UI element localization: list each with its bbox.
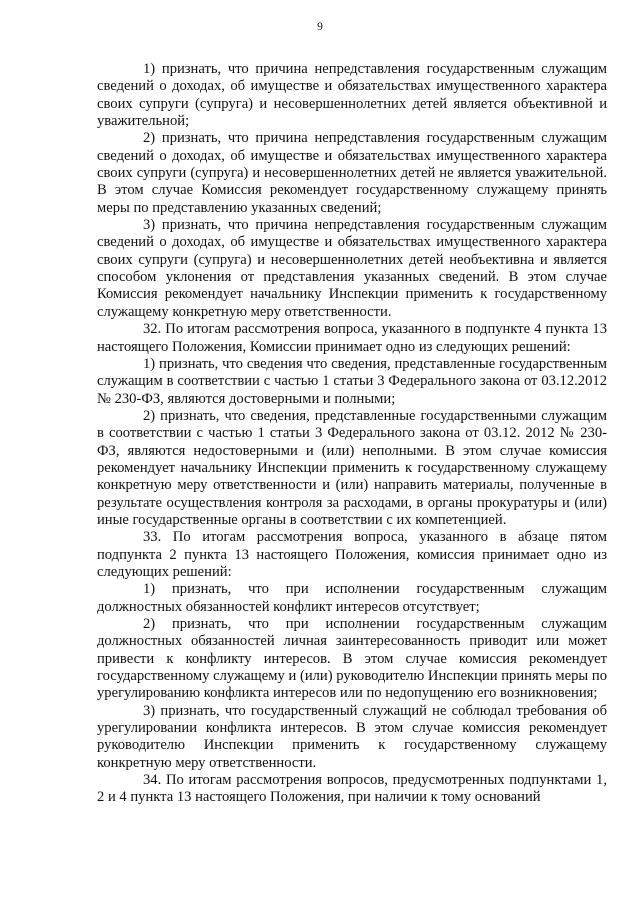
paragraph-33-item-3: 3) признать, что государственный служащий не соблюдал требования об урегулировании конфликта интересов. В этом случае комиссия рекомендует руководителю Инспекции применить к государственному служащему конкретную меру ответственности. [97,702,607,771]
paragraph-32-heading: 32. По итогам рассмотрения вопроса, указанного в подпункте 4 пункта 13 настоящего Положения, Комиссии принимает одно из следующих решений: [97,321,607,355]
paragraph-33-heading: 33. По итогам рассмотрения вопроса, указанного в абзаце пятом подпункта 2 пункта 13 настоящего Положения, комиссия принимает одно из следующих решений: [97,529,607,580]
paragraph-32-item-2: 2) признать, что сведения, представленные государственными служащим в соответствии с частью 1 статьи 3 Федерального закона от 03.12. 2012 № 230-ФЗ, являются недостоверными и (или) неполными. В этом случае комиссия рекомендует начальнику Инспекции применить к государственному служащему конкретную меру ответственности и (или) направить материалы, полученные в результате осуществления контроля за расходами, в органы прокуратуры и (или) иные государственные органы в соответствии с их компетенцией. [97,407,607,528]
paragraph-31-item-3: 3) признать, что причина непредставления государственным служащим сведений о доходах, об имуществе и обязательствах имущественного характера своих супруги (супруга) и несовершеннолетних детей необъективна и является способом уклонения от представления указанных сведений. В этом случае Комиссия рекомендует начальнику Инспекции применить к государственному служащему конкретную меру ответственности. [97,217,607,320]
paragraph-32-item-1: 1) признать, что сведения что сведения, представленные государственным служащим в соответствии с частью 1 статьи 3 Федерального закона от 03.12.2012 № 230-ФЗ, являются достоверными и полными; [97,355,607,407]
paragraph-33-item-1: 1) признать, что при исполнении государственным служащим должностных обязанностей конфликт интересов отсутствует; [97,581,607,615]
paragraph-33-item-2: 2) признать, что при исполнении государственным служащим должностных обязанностей личная заинтересованность приводит или может привести к конфликту интересов. В этом случае комиссия рекомендует государственному служащему и (или) руководителю Инспекции принять меры по урегулированию конфликта интересов или по недопущению его возникновения; [97,616,607,702]
paragraph-31-item-2: 2) признать, что причина непредставления государственным служащим сведений о доходах, об имуществе и обязательствах имущественного характера своих супруги (супруга) и несовершеннолетних детей не является уважительной. В этом случае Комиссия рекомендует государственному служащему принять меры по представлению указанных сведений; [97,130,607,216]
paragraph-31-item-1: 1) признать, что причина непредставления государственным служащим сведений о доходах, об имуществе и обязательствах имущественного характера своих супруги (супруга) и несовершеннолетних детей является объективной и уважительной; [97,61,607,130]
document-body [97,61,607,807]
paragraph-34-heading: 34. По итогам рассмотрения вопросов, предусмотренных подпунктами 1, 2 и 4 пункта 13 настоящего Положения, при наличии к тому оснований [97,772,607,806]
page-number: 9 [317,21,323,33]
